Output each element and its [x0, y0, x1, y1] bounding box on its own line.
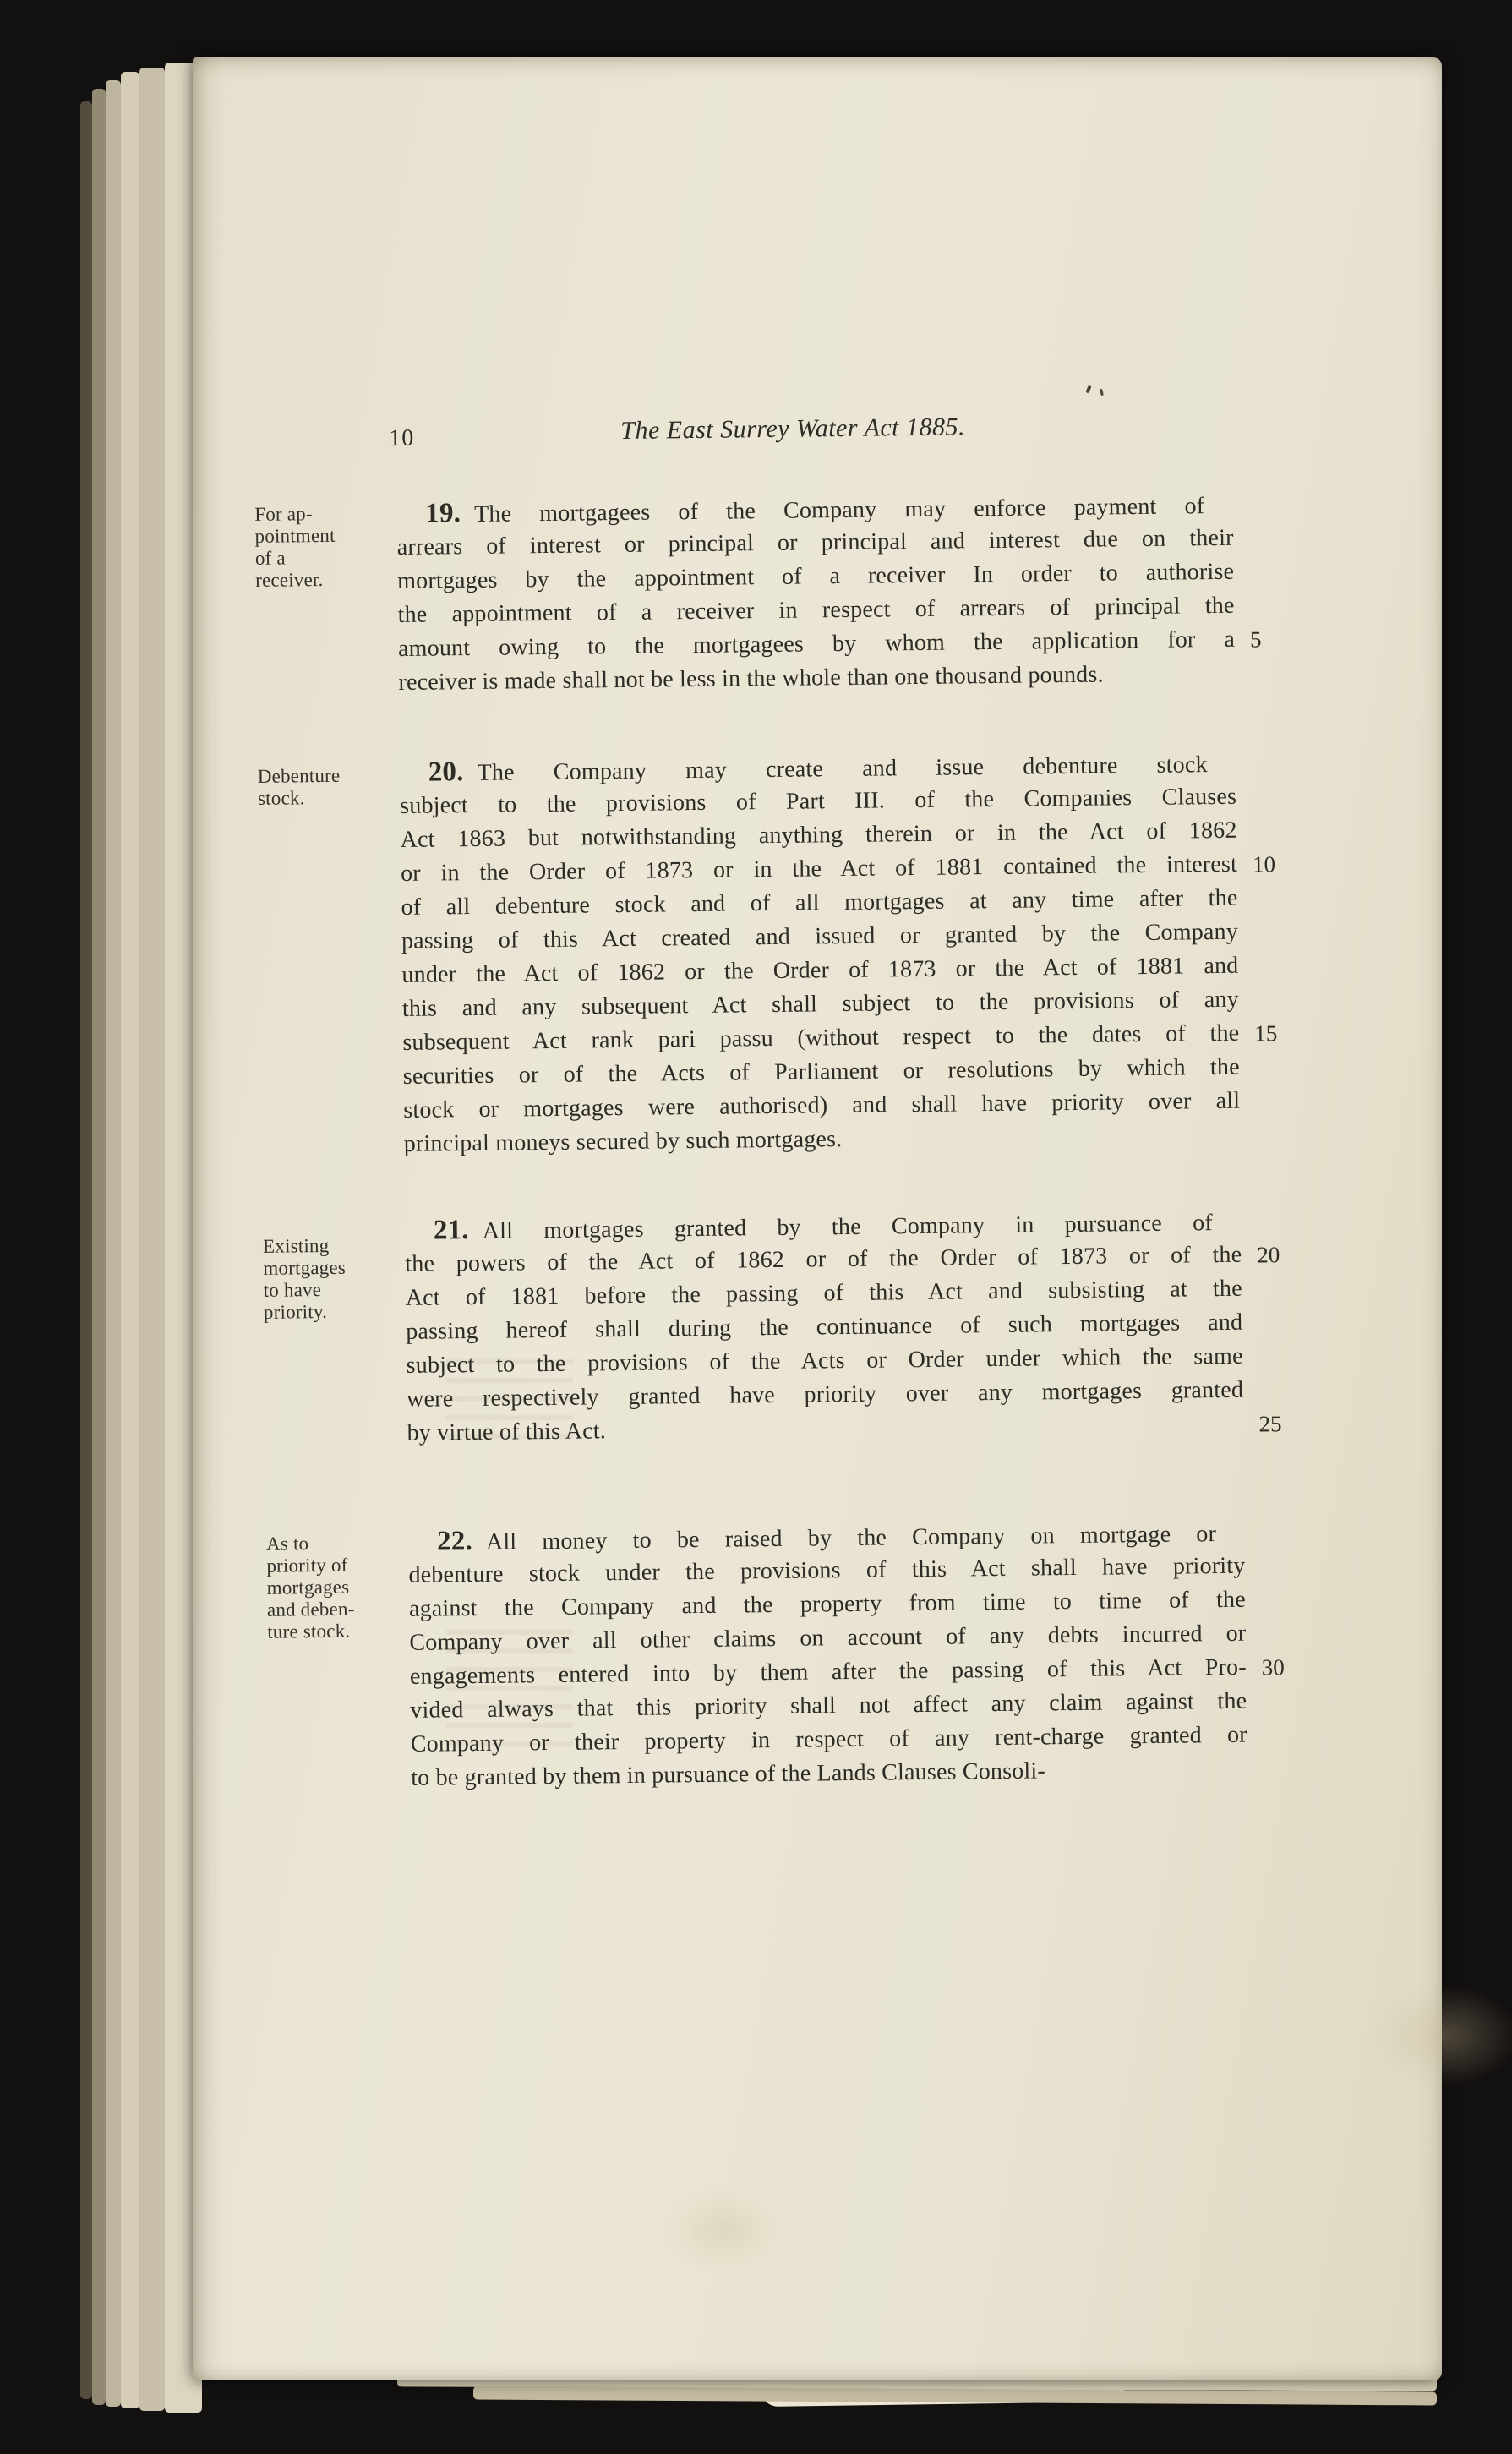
act-section: [254, 487, 1303, 700]
body-line: amount owing to the mortgagees by whom the application for a: [397, 626, 1236, 662]
marginal-line-number: [1239, 982, 1293, 1017]
section-number: 20.: [428, 757, 464, 788]
marginal-line-number: 30: [1261, 1654, 1285, 1681]
body-line: securities or of the Acts of Parliament or resolutions by which the: [402, 1053, 1240, 1090]
body-line: passing of this Act created and issued or granted by the Company: [401, 918, 1239, 954]
section-body: [396, 487, 1303, 700]
paper-stain: [666, 2188, 784, 2272]
marginal-line-number: 5: [1249, 626, 1262, 653]
body-line: this and any subsequent Act shall subject to the provisions of any: [401, 986, 1240, 1022]
marginal-line-number: 20: [1257, 1242, 1280, 1268]
margin-note-line: receiver.: [255, 568, 324, 591]
marginal-line-number: [1237, 881, 1291, 915]
body-line: Company or their property in respect of any rent-charge granted or: [410, 1721, 1247, 1757]
body-line: Act of 1881 before the passing of this Act and subsisting at the: [405, 1275, 1242, 1311]
body-line: Company over all other claims on account of any debts incurred or: [409, 1620, 1247, 1656]
marginal-line-number: [1233, 521, 1287, 555]
margin-note-line: pointment: [254, 524, 336, 547]
body-line: stock or mortgages were authorised) and shall have priority over all: [403, 1087, 1241, 1123]
page-stack-edge: [121, 72, 139, 2408]
body-line: or in the Order of 1873 or in the Act of 1881 contained the interest: [400, 850, 1238, 887]
body-line: subject to the provisions of the Acts or Order under which the same: [406, 1342, 1243, 1379]
section-number: 19.: [425, 498, 461, 529]
margin-note-line: priority of: [266, 1554, 348, 1577]
margin-note-line: priority.: [263, 1300, 328, 1323]
marginal-line-number: [1245, 1549, 1299, 1583]
margin-note-line: Debenture: [257, 764, 341, 787]
margin-note-line: mortgages: [263, 1256, 347, 1279]
margin-note-line: and deben-: [266, 1598, 355, 1621]
marginal-line-number: [1246, 1582, 1300, 1617]
section-number: 22.: [436, 1526, 473, 1557]
margin-note-line: mortgages: [266, 1576, 350, 1599]
body-line: by virtue of this Act.: [407, 1418, 607, 1446]
body-line: 20. The Company may create and issue debenture stock: [428, 752, 1208, 788]
body-line: passing hereof shall during the continuance of such mortgages and: [406, 1309, 1243, 1345]
act-section: [262, 1204, 1312, 1451]
marginal-line-number: [1242, 1339, 1296, 1374]
marginal-line-number: 10: [1252, 851, 1276, 877]
body-line: against the Company and the property from time to time of the: [408, 1586, 1247, 1622]
marginal-line-number: [1235, 656, 1289, 691]
margin-note-line: For ap-: [254, 503, 313, 525]
section-body: [400, 746, 1308, 1161]
body-line: were respectively granted have priority over any mortgages granted: [406, 1376, 1244, 1413]
margin-note-line: to have: [263, 1279, 322, 1301]
page-content: [254, 409, 1315, 1795]
marginal-line-number: [1216, 1515, 1270, 1549]
section-body: [408, 1515, 1316, 1795]
margin-note-line: stock.: [257, 787, 305, 809]
body-line: to be granted by them in pursuance of the Lands Clauses Consoli-: [411, 1757, 1046, 1791]
body-line: 22. All money to be raised by the Company on mortgage or: [436, 1521, 1217, 1557]
body-line: principal moneys secured by such mortgages.: [403, 1126, 843, 1157]
page-number: 10: [389, 424, 415, 452]
marginal-line-number: [1207, 746, 1261, 780]
marginal-line-number: [1204, 487, 1258, 522]
marginal-line-number: [1247, 1718, 1301, 1752]
act-section: [257, 746, 1308, 1161]
marginal-line-number: [1243, 1373, 1297, 1407]
body-line: subsequent Act rank pari passu (without respect to the dates of the: [402, 1019, 1240, 1056]
page-stack-edge: [106, 80, 121, 2407]
marginal-line-number: [1234, 555, 1288, 589]
page-stack-edge: [80, 101, 92, 2399]
sections: [254, 487, 1315, 1795]
marginal-line-number: [1234, 588, 1288, 623]
body-line: mortgages by the appointment of a receiver In order to authorise: [396, 558, 1235, 594]
page-stack-edge: [92, 89, 106, 2405]
marginal-line-number: [1236, 813, 1291, 848]
act-section: [265, 1515, 1316, 1795]
margin-note-line: ture stock.: [267, 1620, 351, 1642]
margin-note: [254, 502, 384, 592]
body-line: receiver is made shall not be less in the whole than one thousand pounds.: [398, 661, 1104, 696]
ink-speck: [1085, 385, 1091, 394]
margin-note: [258, 764, 387, 810]
body-line: debenture stock under the provisions of this Act shall have priority: [408, 1552, 1246, 1588]
section-body: [405, 1204, 1312, 1451]
body-line: engagements entered into by them after the passing of this Act Pro-: [409, 1653, 1247, 1690]
running-head: [389, 410, 1232, 455]
marginal-line-number: [1242, 1305, 1296, 1340]
body-line: of all debenture stock and of all mortgages at any time after the: [401, 884, 1238, 921]
marginal-line-number: [1240, 1050, 1294, 1085]
marginal-line-number: [1238, 948, 1292, 983]
marginal-line-number: [1236, 779, 1291, 814]
page-stack-edge: [139, 68, 165, 2411]
body-line: under the Act of 1862 or the Order of 1873 or the Act of 1881 and: [401, 952, 1239, 988]
margin-note-line: As to: [265, 1533, 309, 1555]
marginal-line-number: [1240, 1084, 1294, 1118]
book-page: [193, 57, 1442, 2380]
body-line: 21. All mortgages granted by the Company in pursuance of: [433, 1210, 1214, 1246]
body-line: 19. The mortgagees of the Company may enforce payment of: [425, 493, 1205, 529]
body-line: the appointment of a receiver in respect of arrears of principal the: [397, 592, 1235, 628]
body-line: arrears of interest or principal or principal and interest due on their: [396, 524, 1234, 560]
marginal-line-number: [1213, 1204, 1267, 1238]
margin-note-line: of a: [254, 547, 286, 569]
marginal-line-number: [1238, 915, 1292, 949]
marginal-line-number: [1240, 1118, 1294, 1152]
body-line: Act 1863 but notwithstanding anything therein or in the Act of 1862: [400, 817, 1237, 853]
body-line: vided always that this priority shall not affect any claim against the: [410, 1687, 1247, 1724]
marginal-line-number: 25: [1258, 1411, 1282, 1437]
body-line: the powers of the Act of 1862 or of the Order of 1873 or of the: [405, 1241, 1242, 1277]
marginal-line-number: [1242, 1271, 1296, 1306]
margin-note-line: Existing: [262, 1234, 330, 1257]
marginal-line-number: 15: [1254, 1020, 1278, 1047]
marginal-line-number: [1246, 1616, 1300, 1651]
ink-speck: [1100, 389, 1104, 396]
section-number: 21.: [433, 1215, 469, 1246]
margin-note: [263, 1234, 392, 1324]
marginal-line-number: [1247, 1752, 1302, 1786]
paper-stain: [1367, 1985, 1512, 2086]
margin-note: [266, 1532, 396, 1643]
page-title: The East Surrey Water Act 1885.: [620, 413, 966, 445]
marginal-line-number: [1247, 1684, 1301, 1719]
body-line: subject to the provisions of Part III. of the Companies Clauses: [400, 783, 1237, 819]
